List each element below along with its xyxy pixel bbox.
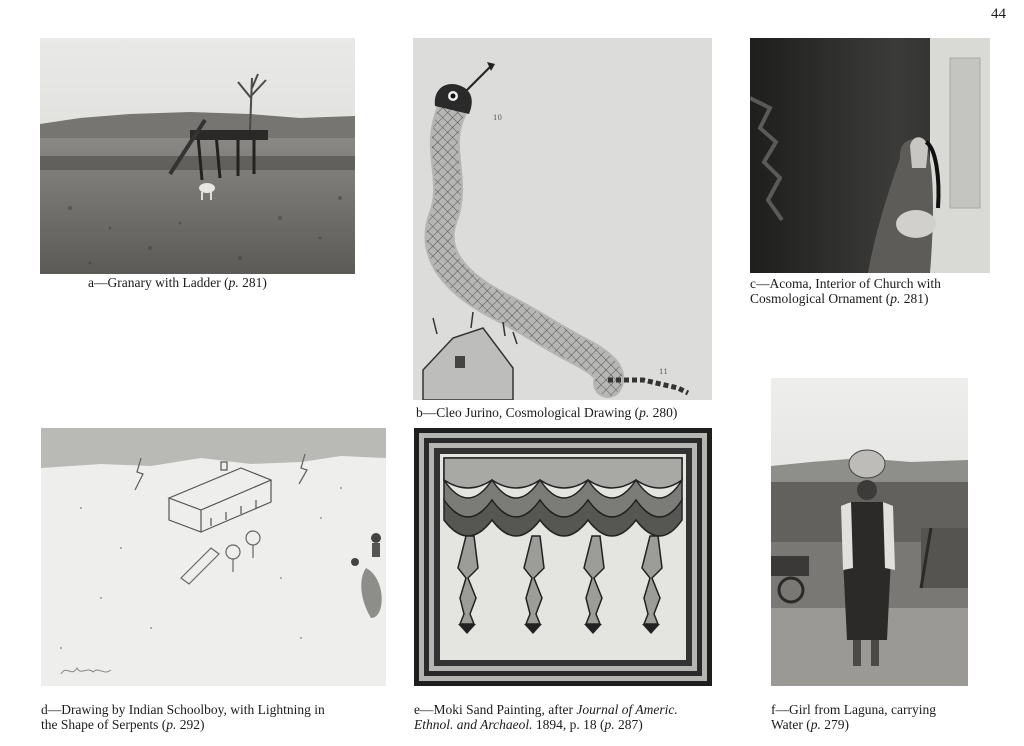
plate-f-laguna-girl-photo bbox=[771, 378, 968, 686]
plate-f-caption: f—Girl from Laguna, carrying Water (p. 279) bbox=[771, 702, 936, 732]
plate-c-acoma-church-photo bbox=[750, 38, 990, 273]
plate-b-caption: b—Cleo Jurino, Cosmological Drawing (p. 280) bbox=[416, 405, 678, 420]
plate-e-sand-painting bbox=[414, 428, 712, 686]
svg-text:10: 10 bbox=[493, 114, 502, 122]
plate-c-caption: c—Acoma, Interior of Church with Cosmological Ornament (p. 281) bbox=[750, 276, 941, 306]
plate-b-cosmological-drawing bbox=[413, 38, 712, 400]
plate-a-granary-photo bbox=[40, 38, 355, 274]
plate-e-caption: e—Moki Sand Painting, after Journal of Americ. Ethnol. and Archaeol. 1894, p. 18 (p. 287) bbox=[414, 702, 678, 732]
plate-a-caption: a—Granary with Ladder (p. 281) bbox=[88, 275, 267, 290]
plate-d-caption: d—Drawing by Indian Schoolboy, with Lightning in the Shape of Serpents (p. 292) bbox=[41, 702, 325, 732]
plate-d-schoolboy-drawing bbox=[41, 428, 386, 686]
svg-text:11: 11 bbox=[659, 368, 668, 376]
page-number: 44 bbox=[991, 6, 1006, 22]
